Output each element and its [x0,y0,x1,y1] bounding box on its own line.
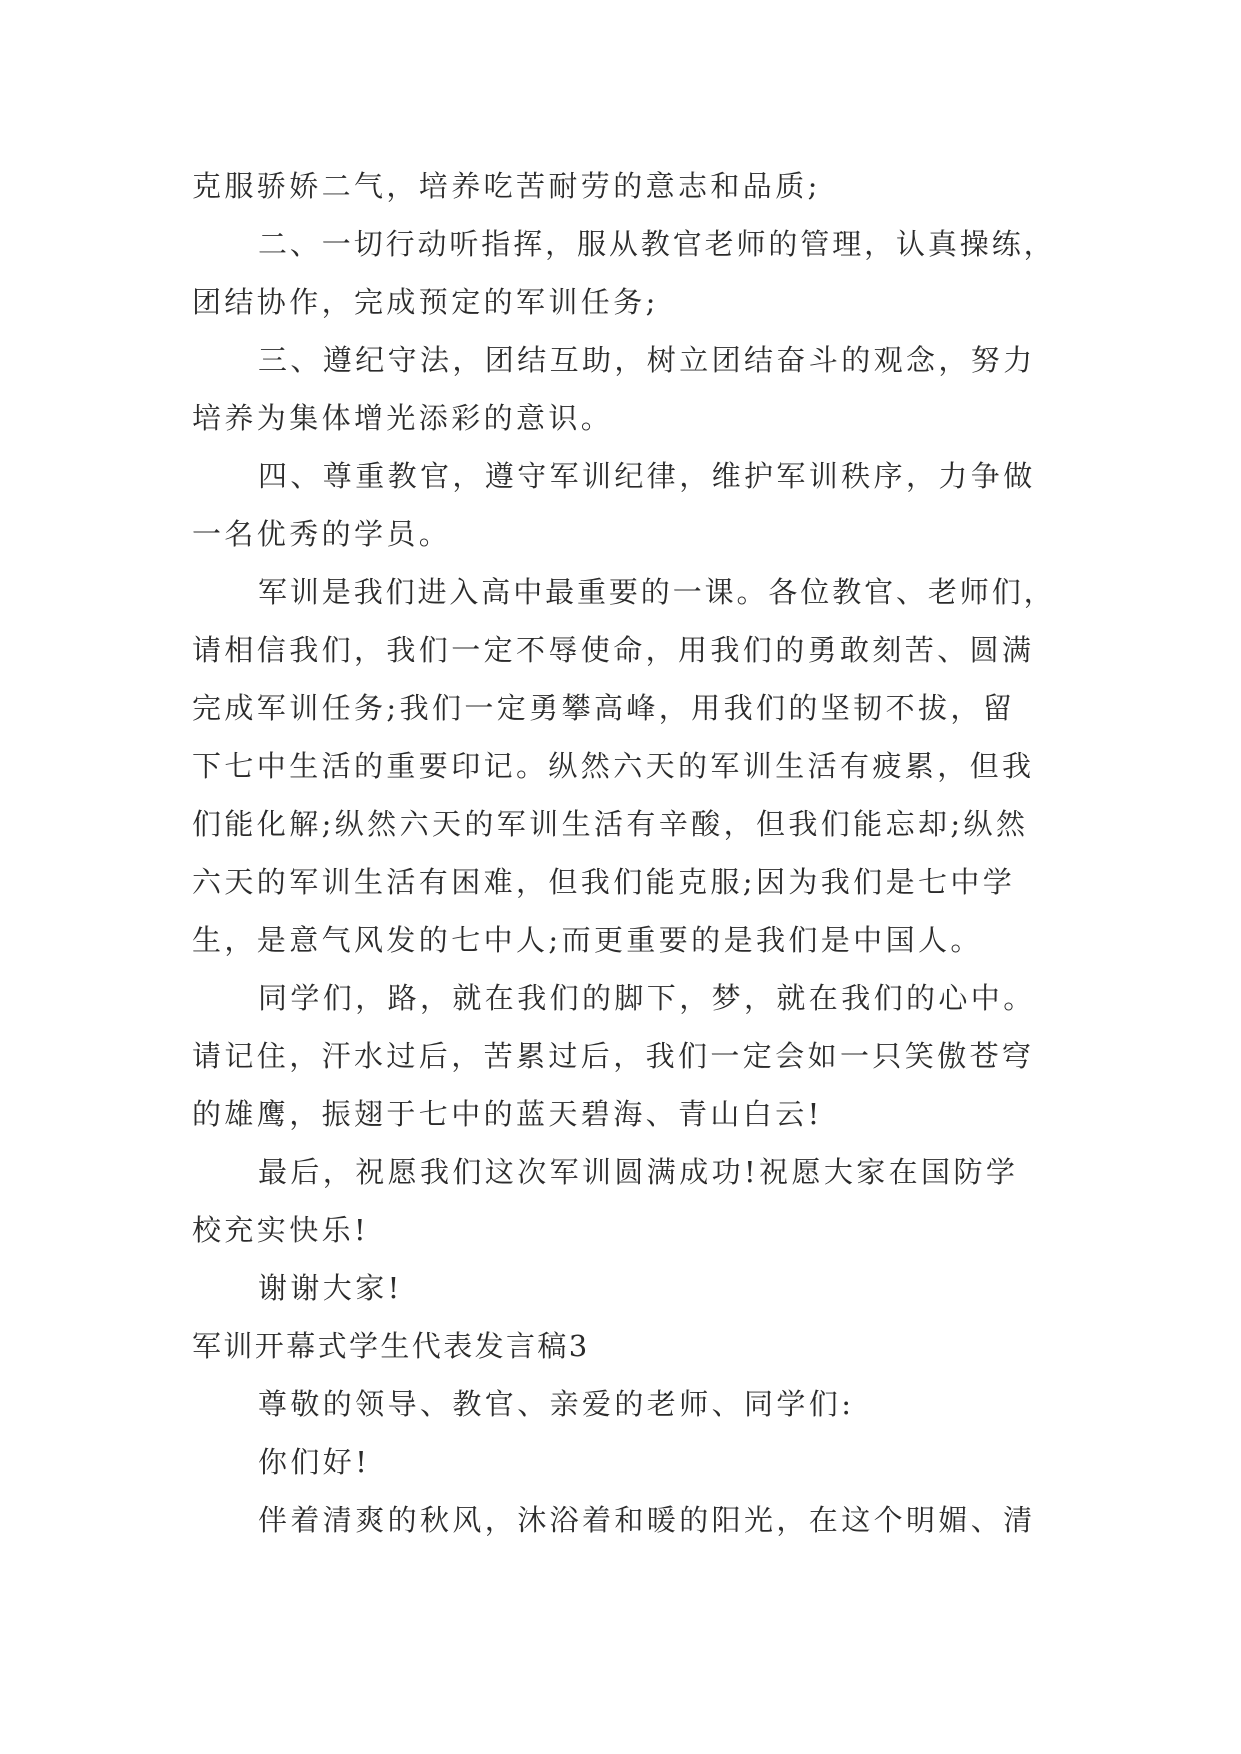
paragraph-line: 团结协作，完成预定的军训任务; [192,285,659,319]
paragraph-line: 请相信我们，我们一定不辱使命，用我们的勇敢刻苦、圆满 [192,633,1035,667]
paragraph-line: 生，是意气风发的七中人;而更重要的是我们是中国人。 [192,923,983,957]
paragraph-line: 谢谢大家! [258,1271,403,1305]
paragraph-line: 完成军训任务;我们一定勇攀高峰，用我们的坚韧不拔，留 [192,691,1016,725]
paragraph-line: 培养为集体增光添彩的意识。 [192,401,614,435]
paragraph-line: 三、遵纪守法，团结互助，树立团结奋斗的观念，努力 [258,343,1036,377]
paragraph-line: 的雄鹰，振翅于七中的蓝天碧海、青山白云! [192,1097,823,1131]
paragraph-line: 下七中生活的重要印记。纵然六天的军训生活有疲累，但我 [192,749,1035,783]
paragraph-line: 们能化解;纵然六天的军训生活有辛酸，但我们能忘却;纵然 [192,807,1029,841]
paragraph-line: 校充实快乐! [192,1213,370,1247]
paragraph-line: 克服骄娇二气，培养吃苦耐劳的意志和品质; [192,169,821,203]
paragraph-line: 军训是我们进入高中最重要的一课。各位教官、老师们， [258,575,1056,609]
paragraph-line: 二、一切行动听指挥，服从教官老师的管理，认真操练， [258,227,1056,261]
section-heading: 军训开幕式学生代表发言稿3 [192,1329,590,1363]
greeting-line: 你们好! [258,1445,371,1479]
salutation-line: 尊敬的领导、教官、亲爱的老师、同学们: [258,1387,855,1421]
paragraph-line: 最后，祝愿我们这次军训圆满成功!祝愿大家在国防学 [258,1155,1019,1189]
paragraph-line: 一名优秀的学员。 [192,517,452,551]
paragraph-line: 伴着清爽的秋风，沐浴着和暖的阳光，在这个明媚、清 [258,1503,1036,1537]
paragraph-line: 同学们，路，就在我们的脚下，梦，就在我们的心中。 [258,981,1036,1015]
paragraph-line: 四、尊重教官，遵守军训纪律，维护军训秩序，力争做 [258,459,1036,493]
paragraph-line: 六天的军训生活有困难，但我们能克服;因为我们是七中学 [192,865,1016,899]
paragraph-line: 请记住，汗水过后，苦累过后，我们一定会如一只笑傲苍穹 [192,1039,1035,1073]
